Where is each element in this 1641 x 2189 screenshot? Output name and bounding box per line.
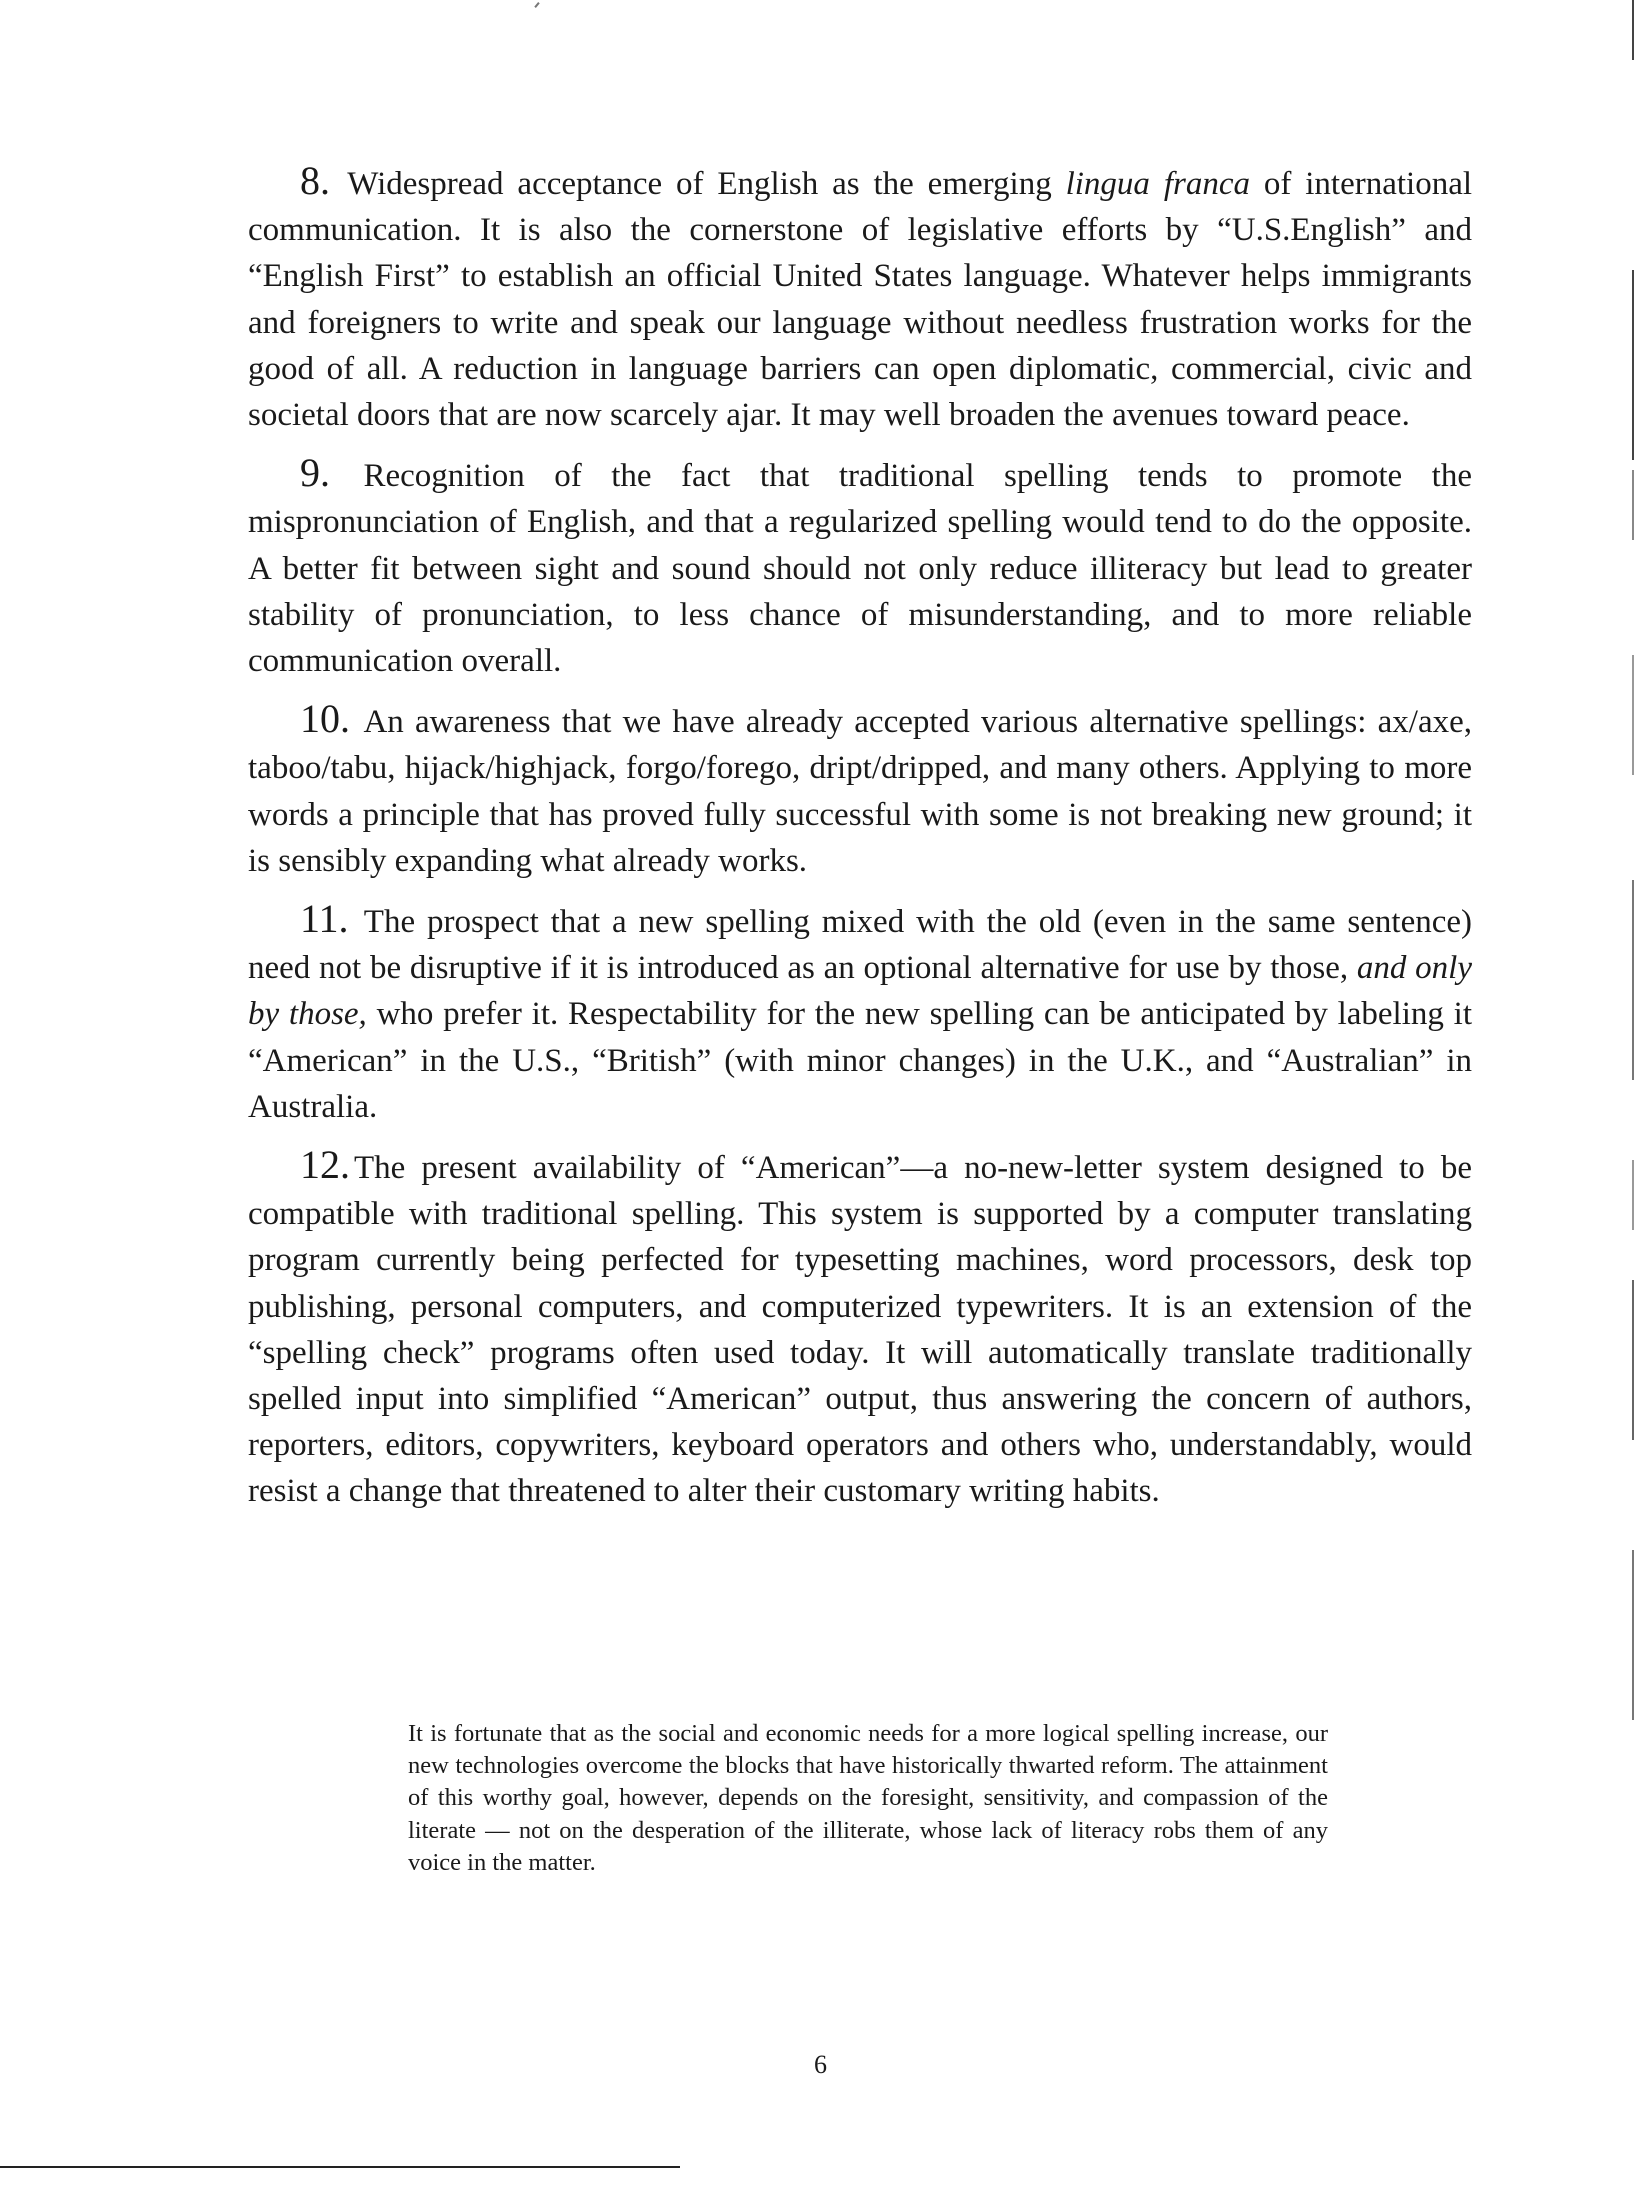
paragraph-text: Widespread acceptance of English as the emerging xyxy=(334,166,1066,202)
paragraph-text: who prefer it. Respectability for the new spelling can be anticipated by labeling it “American” in the U.S., “British” (with minor changes) in the U.K., and “Australian” in Australia. xyxy=(248,996,1472,1125)
paragraph-number: 11. xyxy=(300,896,349,942)
paragraph-12 xyxy=(248,1142,1472,1515)
paragraph-8 xyxy=(248,158,1472,438)
paragraph-text: The present availability of “American”—a no-new-letter system designed to be compatible with traditional spelling. This system is supported by a computer translating program currently being perfected for typesetting machines, word processors, desk top publishing, personal computers, and computerized typewriters. It is an extension of the “spelling check” programs often used today. It will automatically translate traditionally spelled input into simplified “American” output, thus answering the concern of authors, reporters, editors, copywriters, keyboard operators and others who, understandably, would resist a change that threatened to alter their customary writing habits. xyxy=(248,1150,1472,1510)
scan-edge-mark xyxy=(1632,270,1634,460)
paragraph-number: 12. xyxy=(300,1142,350,1188)
paragraph-text: Recognition of the fact that traditional spelling tends to promote the mispronunciation of English, and that a regularized spelling would tend to do the opposite. A better fit between sight and sound should not only reduce illiteracy but lead to greater stability of pronunciation, to less chance of misunderstanding, and to more reliable communication overall. xyxy=(248,458,1472,680)
scan-edge-mark xyxy=(1632,880,1634,1080)
scan-edge-mark xyxy=(1632,655,1634,775)
scan-speck xyxy=(534,2,539,8)
scan-edge-mark xyxy=(1632,1550,1634,1720)
paragraph-number: 8. xyxy=(300,158,330,203)
scan-edge-mark xyxy=(1632,0,1634,60)
paragraph-text: An awareness that we have already accepted various alternative spellings: ax/axe, taboo/tabu, hijack/highjack, forgo/forego, dript/dripped, and many others. Applying to more words a principle that has proved fully successful with some is not breaking new ground; it is sensibly expanding what already works. xyxy=(248,704,1472,879)
paragraph-10 xyxy=(248,696,1472,884)
paragraph-11 xyxy=(248,896,1472,1130)
closing-note: It is fortunate that as the social and economic needs for a more logical spelling increase, our new technologies overcome the blocks that have historically thwarted reform. The attainment of this worthy goal, however, depends on the foresight, sensitivity, and compassion of the literate — not on the desperation of the illiterate, whose lack of literacy robs them of any voice in the matter. xyxy=(408,1720,1328,1876)
scan-bottom-rule xyxy=(0,2166,680,2168)
paragraph-italic-text: lingua franca xyxy=(1065,166,1250,202)
paragraph-number: 9. xyxy=(300,450,330,496)
paragraph-italic-text: and only by those, xyxy=(248,950,1472,1033)
page-number: 6 xyxy=(814,2050,827,2079)
scan-edge-mark xyxy=(1632,1160,1634,1230)
scan-edge-mark xyxy=(1632,1280,1634,1440)
scan-edge-mark xyxy=(1632,470,1634,540)
paragraph-9 xyxy=(248,450,1472,684)
main-text xyxy=(248,158,1472,1527)
paragraph-text: The prospect that a new spelling mixed with the old (even in the same sentence) need not be disruptive if it is introduced as an optional alternative for use by those, xyxy=(248,904,1472,987)
paragraph-text: of international communication. It is also the cornerstone of legislative efforts by “U.S.English” and “English First” to establish an official United States language. Whatever helps immigrants and foreigners to write and speak our language without needless frustration works for the good of all. A reduction in language barriers can open diplomatic, commercial, civic and societal doors that are now scarcely ajar. It may well broaden the avenues toward peace. xyxy=(248,166,1473,434)
paragraph-number: 10. xyxy=(300,696,350,742)
